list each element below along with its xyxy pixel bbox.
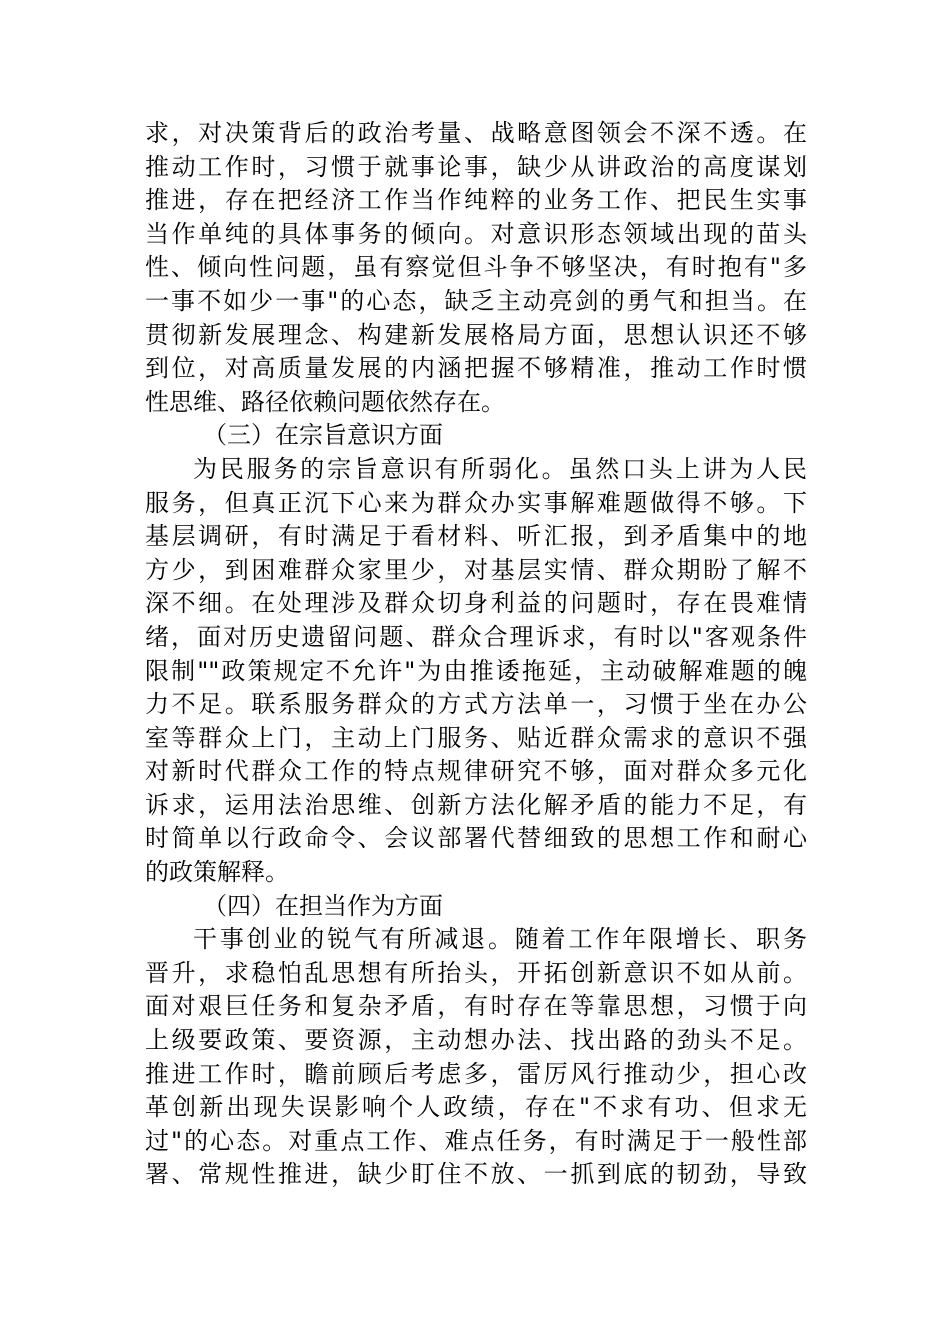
text-line: 干事创业的锐气有所减退。随着工作年限增长、职务 <box>193 925 807 954</box>
text-line: 到位，对高质量发展的内涵把握不够精准，推动工作时惯 <box>145 354 807 383</box>
text-line: 力不足。联系服务群众的方式方法单一，习惯于坐在办公 <box>145 690 807 719</box>
text-line: 署、常规性推进，缺少盯住不放、一抓到底的韧劲，导致 <box>145 1160 807 1189</box>
text-line: 晋升，求稳怕乱思想有所抬头，开拓创新意识不如从前。 <box>145 958 807 987</box>
text-line: 贯彻新发展理念、构建新发展格局方面，思想认识还不够 <box>145 320 807 349</box>
document-body <box>145 117 807 1192</box>
paragraph-responsibility <box>145 923 807 1192</box>
paragraph-political <box>145 117 807 419</box>
text-line: 绪，面对历史遗留问题、群众合理诉求，有时以"客观条件 <box>145 622 807 651</box>
text-line: 推进工作时，瞻前顾后考虑多，雷厉风行推动少，担心改 <box>145 1059 807 1088</box>
text-line: 深不细。在处理涉及群众切身利益的问题时，存在畏难情 <box>145 589 807 618</box>
text-line: 当作单纯的具体事务的倾向。对意识形态领域出现的苗头 <box>145 219 807 248</box>
text-line: 面对艰巨任务和复杂矛盾，有时存在等靠思想，习惯于向 <box>145 992 807 1021</box>
text-line: 基层调研，有时满足于看材料、听汇报，到矛盾集中的地 <box>145 522 807 551</box>
text-line: 性思维、路径依赖问题依然存在。 <box>145 387 505 416</box>
text-line: 为民服务的宗旨意识有所弱化。虽然口头上讲为人民 <box>193 454 807 483</box>
text-line: 求，对决策背后的政治考量、战略意图领会不深不透。在 <box>145 119 807 147</box>
text-line: 性、倾向性问题，虽有察觉但斗争不够坚决，有时抱有"多 <box>145 253 807 282</box>
text-line: 对新时代群众工作的特点规律研究不够，面对群众多元化 <box>145 757 807 786</box>
text-line: 的政策解释。 <box>145 858 289 887</box>
text-line: 革创新出现失误影响个人政绩，存在"不求有功、但求无 <box>145 1093 807 1122</box>
text-line: 服务，但真正沉下心来为群众办实事解难题做得不够。下 <box>145 488 807 517</box>
section-heading-purpose: （三）在宗旨意识方面 <box>203 421 443 450</box>
section-heading-responsibility: （四）在担当作为方面 <box>203 891 443 920</box>
text-line: 推进，存在把经济工作当作纯粹的业务工作、把民生实事 <box>145 186 807 215</box>
text-line: 限制""政策规定不允许"为由推诿拖延，主动破解难题的魄 <box>145 656 807 685</box>
text-line: 诉求，运用法治思维、创新方法化解矛盾的能力不足，有 <box>145 790 807 819</box>
text-line: 过"的心态。对重点工作、难点任务，有时满足于一般性部 <box>145 1126 807 1155</box>
text-line: 推动工作时，习惯于就事论事，缺少从讲政治的高度谋划 <box>145 152 807 181</box>
text-line: 一事不如少一事"的心态，缺乏主动亮剑的勇气和担当。在 <box>145 286 807 315</box>
text-line: 上级要政策、要资源，主动想办法、找出路的劲头不足。 <box>145 1026 807 1055</box>
text-line: 时简单以行政命令、会议部署代替细致的思想工作和耐心 <box>145 824 807 853</box>
text-line: 室等群众上门，主动上门服务、贴近群众需求的意识不强 <box>145 723 807 752</box>
text-line: 方少，到困难群众家里少，对基层实情、群众期盼了解不 <box>145 555 807 584</box>
paragraph-purpose <box>145 453 807 890</box>
